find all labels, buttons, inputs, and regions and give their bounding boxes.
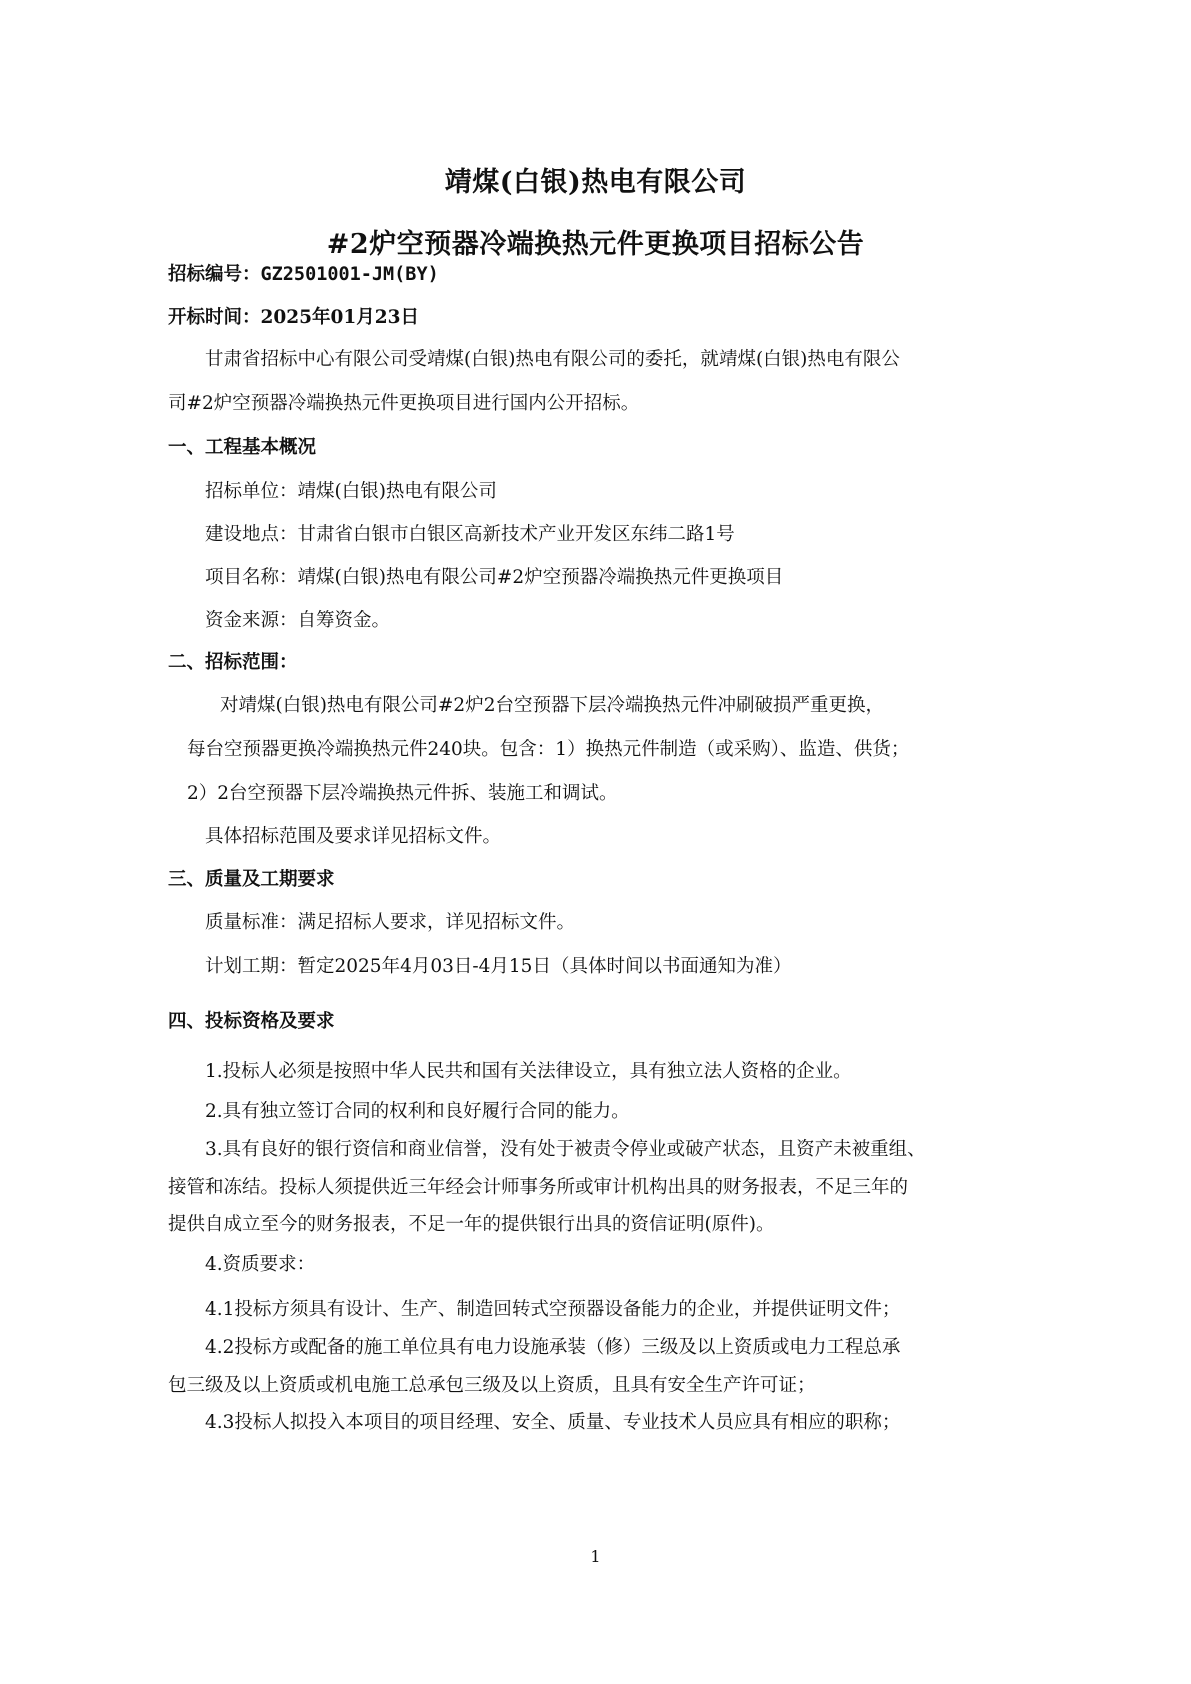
section-4-line: 1.投标人必须是按照中华人民共和国有关法律设立，具有独立法人资格的企业。 [205,1061,852,1082]
section-3-heading: 三、质量及工期要求 [168,869,335,890]
document-title-company: 靖煤(白银)热电有限公司 [444,167,747,198]
section-2-line: 2）2台空预器下层冷端换热元件拆、装施工和调试。 [187,783,618,804]
section-4-heading: 四、投标资格及要求 [168,1011,335,1032]
section-3-item: 质量标准：满足招标人要求，详见招标文件。 [205,912,576,933]
bid-open-time-row [168,309,419,328]
section-4-line: 2.具有独立签订合同的权利和良好履行合同的能力。 [205,1101,630,1122]
section-4-line: 接管和冻结。投标人须提供近三年经会计师事务所或审计机构出具的财务报表，不足三年的 [168,1177,909,1198]
page-number: 1 [590,1547,601,1566]
document-title-project: #2炉空预器冷端换热元件更换项目招标公告 [326,229,865,260]
section-3-item: 计划工期：暂定2025年4月03日-4月15日（具体时间以书面通知为准） [205,956,792,977]
section-4-line: 提供自成立至今的财务报表，不足一年的提供银行出具的资信证明(原件)。 [168,1214,775,1235]
section-4-line: 4.资质要求： [205,1254,316,1275]
section-1-item: 项目名称：靖煤(白银)热电有限公司#2炉空预器冷端换热元件更换项目 [205,567,784,588]
intro-line-2: 司#2炉空预器冷端换热元件更换项目进行国内公开招标。 [168,393,640,414]
section-4-line: 4.1投标方须具有设计、生产、制造回转式空预器设备能力的企业，并提供证明文件； [205,1299,901,1320]
bid-open-time-label: 开标时间： [168,307,261,328]
bid-number-value: GZ2501001-JM(BY) [260,264,439,285]
section-1-heading: 一、工程基本概况 [168,437,317,458]
intro-line-1: 甘肃省招标中心有限公司受靖煤(白银)热电有限公司的委托，就靖煤(白银)热电有限公 [205,349,900,370]
section-4-line: 4.2投标方或配备的施工单位具有电力设施承装（修）三级及以上资质或电力工程总承 [205,1337,901,1358]
bid-number-label: 招标编号： [168,264,261,285]
section-2-heading: 二、招标范围： [168,652,298,673]
section-2-line: 对靖煤(白银)热电有限公司#2炉2台空预器下层冷端换热元件冲刷破损严重更换， [220,695,884,716]
section-4-line: 3.具有良好的银行资信和商业信誉，没有处于被责令停业或破产状态，且资产未被重组、 [205,1139,926,1160]
section-1-item: 资金来源：自筹资金。 [205,610,391,631]
section-1-item: 建设地点：甘肃省白银市白银区高新技术产业开发区东纬二路1号 [205,524,735,545]
section-4-line: 包三级及以上资质或机电施工总承包三级及以上资质，且具有安全生产许可证； [168,1375,816,1396]
section-2-line: 具体招标范围及要求详见招标文件。 [205,826,502,847]
section-2-line: 每台空预器更换冷端换热元件240块。包含：1）换热元件制造（或采购）、监造、供货； [187,739,910,760]
bid-open-time-value: 2025年01月23日 [260,307,419,328]
bid-number-row [168,266,439,285]
section-4-line: 4.3投标人拟投入本项目的项目经理、安全、质量、专业技术人员应具有相应的职称； [205,1412,901,1433]
section-1-item: 招标单位：靖煤(白银)热电有限公司 [205,481,497,502]
